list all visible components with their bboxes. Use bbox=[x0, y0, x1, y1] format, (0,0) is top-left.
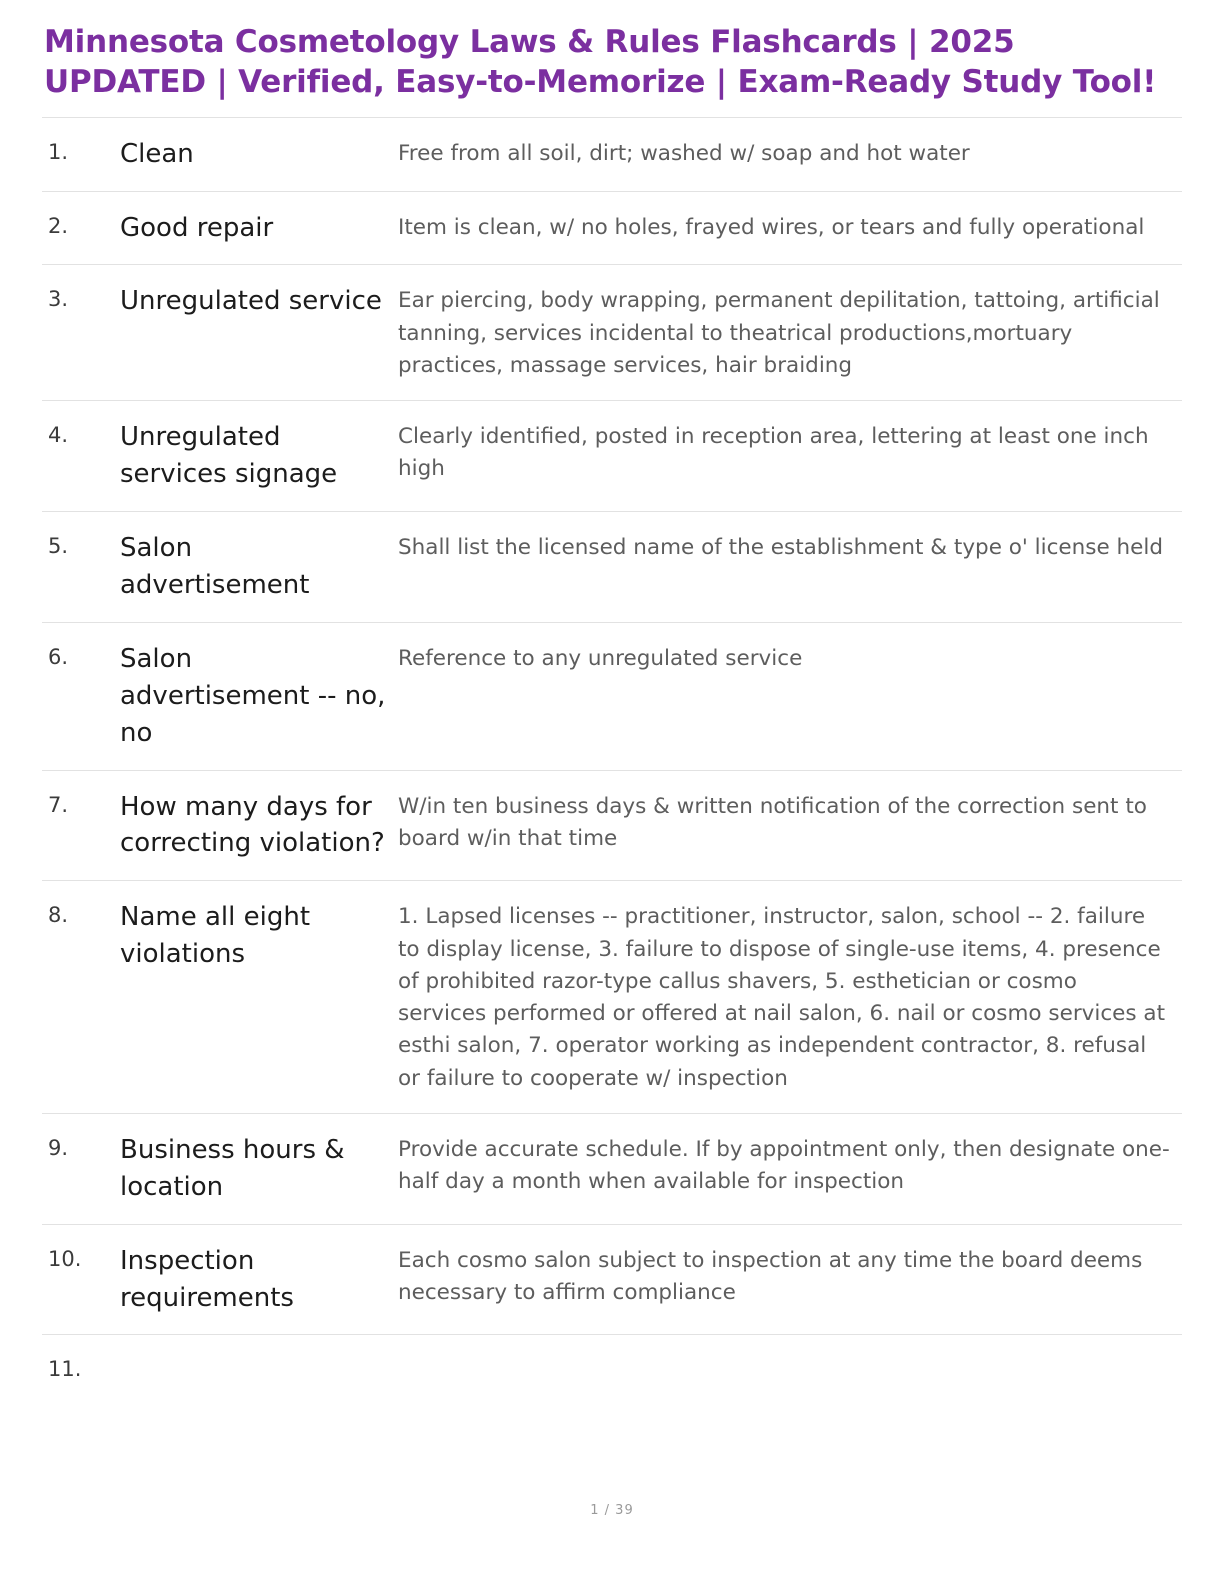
card-number: 8. bbox=[48, 903, 69, 928]
card-term: Good repair bbox=[120, 212, 274, 243]
card-number: 7. bbox=[48, 792, 69, 817]
card-term: Unregulated service bbox=[120, 286, 382, 317]
card-term: Inspection requirements bbox=[120, 1245, 294, 1313]
card-definition: Shall list the licensed name of the establishment & type o' license held bbox=[398, 534, 1164, 560]
card-number: 11. bbox=[48, 1357, 82, 1382]
page-footer: 1 / 39 bbox=[590, 1503, 634, 1518]
table-row bbox=[42, 401, 1182, 512]
table-row bbox=[42, 191, 1182, 265]
card-number: 4. bbox=[48, 423, 69, 448]
table-row bbox=[42, 881, 1182, 1114]
card-definition: Each cosmo salon subject to inspection at any time the board deems necessary to affirm compliance bbox=[398, 1247, 1143, 1305]
card-term bbox=[120, 1335, 398, 1390]
table-row bbox=[42, 511, 1182, 622]
card-definition: Item is clean, w/ no holes, frayed wires, or tears and fully operational bbox=[398, 214, 1145, 240]
table-row bbox=[42, 622, 1182, 770]
page-title: Minnesota Cosmetology Laws & Rules Flashcards | 2025 UPDATED | Verified, Easy-to-Memorize | Exam-Ready Study Tool! bbox=[44, 24, 1157, 101]
card-term: Name all eight violations bbox=[120, 902, 311, 970]
card-definition: Provide accurate schedule. If by appointment only, then designate one-half day a month when available for inspection bbox=[398, 1136, 1170, 1195]
card-number: 1. bbox=[48, 139, 69, 164]
card-number: 10. bbox=[48, 1246, 82, 1271]
card-term: Salon advertisement bbox=[120, 532, 310, 600]
card-term: Salon advertisement -- no, no bbox=[120, 643, 386, 748]
card-number: 9. bbox=[48, 1135, 69, 1160]
card-term: How many days for correcting violation? bbox=[120, 791, 385, 859]
card-definition: Free from all soil, dirt; washed w/ soap and hot water bbox=[398, 140, 970, 166]
flashcard-table bbox=[42, 117, 1182, 1390]
card-number: 3. bbox=[48, 287, 69, 312]
card-number: 6. bbox=[48, 644, 69, 669]
card-definition: Clearly identified, posted in reception area, lettering at least one inch high bbox=[398, 424, 1149, 482]
card-term: Clean bbox=[120, 138, 194, 169]
table-row bbox=[42, 117, 1182, 191]
table-row bbox=[42, 265, 1182, 401]
card-number: 5. bbox=[48, 533, 69, 558]
card-definition: W/in ten business days & written notification of the correction sent to board w/in that time bbox=[398, 793, 1147, 851]
card-term: Unregulated services signage bbox=[120, 422, 338, 490]
table-row bbox=[42, 1113, 1182, 1224]
card-definition: Ear piercing, body wrapping, permanent depilitation, tattoing, artificial tanning, services incidental to theatrical productions,mortuary practices, massage services, hair braiding bbox=[398, 288, 1160, 378]
table-row bbox=[42, 1224, 1182, 1335]
table-row bbox=[42, 1335, 1182, 1390]
card-definition: 1. Lapsed licenses -- practitioner, instructor, salon, school -- 2. failure to display license, 3. failure to dispose of single-use items, 4. presence of prohibited razor-type callus shavers, 5. esthetician or cosmo services performed or offered at nail salon, 6. nail or cosmo services at esthi salon, 7. operator working as independent contractor, 8. refusal or failure to cooperate w/ inspection bbox=[398, 904, 1166, 1091]
card-number: 2. bbox=[48, 213, 69, 238]
table-row bbox=[42, 770, 1182, 881]
card-term: Business hours & location bbox=[120, 1134, 345, 1202]
card-definition bbox=[398, 1335, 1182, 1390]
card-definition: Reference to any unregulated service bbox=[398, 645, 803, 671]
